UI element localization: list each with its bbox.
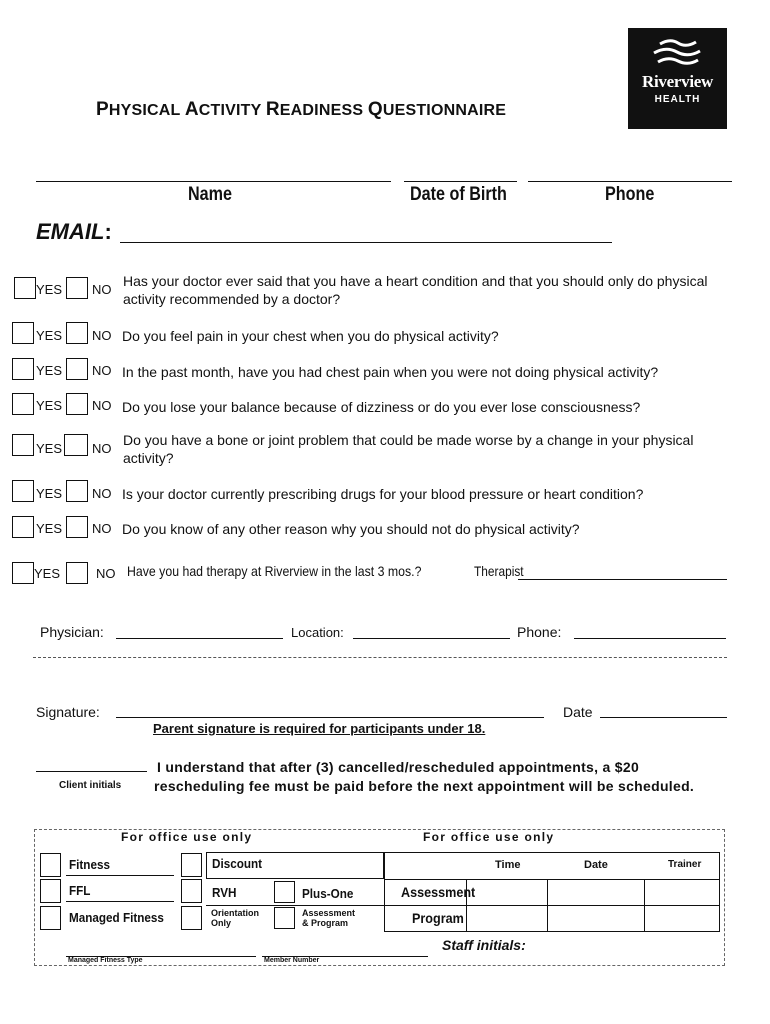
time-header: Time [495, 859, 521, 871]
physician-label: Physician: [40, 624, 104, 640]
wave-icon [650, 38, 705, 72]
assessment-label: Assessment [401, 884, 476, 900]
table-row-line [384, 879, 720, 880]
assessment-program-label [302, 908, 355, 928]
title-cap: R [265, 99, 280, 120]
no-checkbox[interactable] [66, 562, 88, 584]
signature-label: Signature: [36, 704, 100, 720]
no-label: NO [92, 282, 112, 297]
no-label: NO [92, 486, 112, 501]
page-title [96, 99, 506, 121]
title-rest: UESTIONNAIRE [382, 102, 507, 119]
question-3: In the past month, have you had chest pain when you were not doing physical activity? [122, 364, 659, 380]
staff-initials-label: Staff initials: [442, 937, 526, 953]
fitness-checkbox[interactable] [40, 853, 61, 877]
yes-label: YES [36, 441, 63, 456]
discount-label: Discount [212, 856, 263, 871]
table-row-line [384, 905, 720, 906]
program-fitness: Fitness [69, 857, 110, 872]
program-managed-fitness: Managed Fitness [69, 910, 164, 925]
contact-phone-label: Phone: [517, 624, 562, 640]
no-label: NO [92, 363, 112, 378]
no-checkbox[interactable] [66, 277, 88, 299]
question-5: Do you have a bone or joint problem that could be made worse by a change in your physical activity? [123, 432, 694, 466]
trainer-header: Trainer [668, 859, 702, 870]
question-1: Has your doctor ever said that you have a heart condition and that you should only do physical activity recommended by a doctor? [123, 273, 708, 307]
orientation-checkbox[interactable] [181, 906, 202, 930]
managed-fitness-checkbox[interactable] [40, 906, 61, 930]
yes-label: YES [36, 282, 63, 297]
program-ffl: FFL [69, 883, 91, 898]
orientation-text-2: Only [211, 918, 232, 928]
therapist-field[interactable] [518, 579, 727, 580]
yes-label: YES [36, 328, 63, 343]
no-label: NO [92, 398, 112, 413]
title-cap: A [184, 99, 199, 120]
question-6: Is your doctor currently prescribing drugs for your blood pressure or heart condition? [122, 486, 644, 502]
date-label: Date [563, 704, 593, 720]
question-4: Do you lose your balance because of dizziness or do you ever lose consciousness? [122, 399, 641, 415]
parent-note: Parent signature is required for participants under 18. [153, 721, 486, 736]
email-field[interactable] [120, 242, 612, 243]
email-label [36, 219, 112, 245]
riverview-logo [628, 28, 727, 129]
yes-checkbox[interactable] [12, 434, 34, 456]
logo-sub: HEALTH [654, 94, 701, 105]
question-2: Do you feel pain in your chest when you do physical activity? [122, 328, 499, 344]
rvh-label: RVH [212, 885, 237, 900]
plus-one-checkbox[interactable] [274, 881, 295, 903]
plus-one-label: Plus-One [302, 886, 354, 901]
title-rest: HYSICAL [108, 102, 185, 119]
ffl-checkbox[interactable] [40, 879, 61, 903]
no-label: NO [92, 441, 112, 456]
orientation-label [211, 908, 259, 928]
ffl-underline [66, 901, 174, 902]
title-cap: Q [367, 99, 383, 120]
yes-checkbox[interactable] [12, 322, 34, 344]
assess-prog-text-2: & Program [302, 918, 349, 928]
assess-prog-text-1: Assessment [302, 908, 356, 918]
email-colon: : [104, 219, 112, 244]
office-header-right: For office use only [423, 830, 555, 844]
yes-label: YES [36, 398, 63, 413]
therapist-label: Therapist [474, 563, 524, 579]
no-checkbox[interactable] [66, 322, 88, 344]
location-field[interactable] [353, 638, 510, 639]
location-label: Location: [291, 625, 344, 640]
date-field[interactable] [600, 717, 727, 718]
no-label: NO [96, 566, 116, 581]
yes-label: YES [36, 486, 63, 501]
title-rest: EADINESS [279, 102, 368, 119]
name-field[interactable] [36, 181, 391, 182]
date-header: Date [584, 859, 608, 871]
no-label: NO [92, 328, 112, 343]
logo-brand: Riverview [642, 72, 713, 91]
title-cap: P [96, 99, 109, 120]
signature-field[interactable] [116, 717, 544, 718]
email-label-text: EMAIL [36, 219, 105, 244]
title-rest: CTIVITY [198, 102, 266, 119]
yes-checkbox[interactable] [14, 277, 36, 299]
name-label: Name [188, 184, 232, 205]
yes-label: YES [36, 363, 63, 378]
rvh-row-line [206, 905, 384, 906]
question-8: Have you had therapy at Riverview in the last 3 mos.? [127, 563, 422, 579]
phone-label: Phone [605, 184, 655, 205]
table-col-line [547, 879, 548, 932]
yes-label: YES [34, 566, 61, 581]
yes-checkbox[interactable] [12, 358, 34, 380]
rvh-checkbox[interactable] [181, 879, 202, 903]
discount-checkbox[interactable] [181, 853, 202, 877]
divider [33, 657, 727, 658]
assessment-program-checkbox[interactable] [274, 907, 295, 929]
yes-checkbox[interactable] [12, 393, 34, 415]
managed-fitness-type-label: Managed Fitness Type [68, 957, 143, 964]
yes-checkbox[interactable] [12, 516, 34, 538]
yes-checkbox[interactable] [12, 480, 34, 502]
no-checkbox[interactable] [66, 393, 88, 415]
contact-phone-field[interactable] [574, 638, 726, 639]
no-checkbox[interactable] [66, 358, 88, 380]
fitness-underline [66, 875, 174, 876]
office-header-left: For office use only [121, 830, 253, 844]
phone-field[interactable] [528, 181, 732, 182]
no-label: NO [92, 521, 112, 536]
no-checkbox[interactable] [66, 480, 88, 502]
orientation-text-1: Orientation [211, 908, 260, 918]
physician-field[interactable] [116, 638, 283, 639]
dob-label: Date of Birth [410, 184, 507, 205]
yes-label: YES [36, 521, 63, 536]
no-checkbox[interactable] [66, 516, 88, 538]
cancellation-line-2: rescheduling fee must be paid before the next appointment will be scheduled. [154, 778, 695, 794]
client-initials-label: Client initials [59, 780, 122, 791]
question-7: Do you know of any other reason why you should not do physical activity? [122, 521, 580, 537]
table-col-line [644, 879, 645, 932]
yes-checkbox[interactable] [12, 562, 34, 584]
cancellation-line-1: I understand that after (3) cancelled/rescheduled appointments, a $20 [157, 759, 640, 775]
client-initials-field[interactable] [36, 771, 147, 772]
no-checkbox[interactable] [64, 434, 88, 456]
program-label: Program [412, 910, 464, 926]
dob-field[interactable] [404, 181, 517, 182]
member-number-label: Member Number [264, 957, 320, 964]
